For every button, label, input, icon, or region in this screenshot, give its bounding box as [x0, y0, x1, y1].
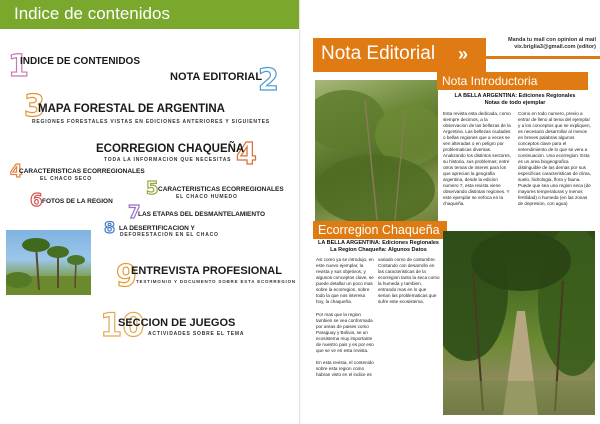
chaco-column-1a: Asi como ya se introdujo, en este nuevo ejemplar, la revista y sus objetivos, y algunos conceptos clave, se puede detallar un poco mas sobre la ecorregion, sobre todo la que nos interesa hoy, la chaqueña. — [316, 257, 374, 304]
toc-subtitle-8: DEFORESTACION EN EL CHACO — [120, 232, 219, 238]
chaco-headline-1: LA BELLA ARGENTINA: Ediciones Regionales — [317, 240, 439, 246]
forest-photo-1 — [315, 80, 438, 227]
toc-title-9[interactable]: ENTREVISTA PROFESIONAL — [131, 265, 282, 277]
toc-subtitle-4: TODA LA INFORMACION QUE NECESITAS — [104, 157, 232, 163]
chaco-column-2: variado como de costumbre. Contando con desarrollo en las caracteristicas de la ecorregion tanto la seca como la humeda y tambien, entrando mas en lo que serian las problematicas que sufre este ecosistema. — [378, 257, 440, 304]
editorial-title: Nota Editorial — [321, 43, 436, 64]
toc-title-1[interactable]: INDICE DE CONTENIDOS — [20, 56, 141, 67]
chaco-section-title: Ecorregion Chaqueña — [313, 221, 447, 239]
editorial-underline — [485, 56, 600, 59]
intro-column-2: Como en todo numero, previo a entrar de lleno al tema del ejemplar y a los conceptos que se expliquen, es necesario desarrollar al menos en breves palabras algunos conceptos clave para el entendimiento de lo que se vera a continuacion. Una ecorregion. Esta es un area biogeografica distinguible de las demas por sus especificas caracteristicas de clima, suelo, hidrologia, flora y fauna. Puede que sea una region seca (de mayores temperaturas y menos fertilidad) o humeda (en las zonas de depresion, con agua) — [518, 111, 592, 206]
toc-subtitle-3: REGIONES FORESTALES VISTAS EN EDICIONES ANTERIORES Y SIGUIENTES — [32, 119, 270, 125]
forest-illustration-1 — [315, 80, 438, 227]
toc-number-4b: 4 — [10, 161, 23, 182]
toc-number-10: 10 — [100, 306, 145, 344]
forest-photo-2 — [443, 231, 595, 415]
chaco-headline-2: La Region Chaqueña: Algunos Datos — [330, 247, 427, 253]
toc-number-7: 7 — [128, 202, 141, 223]
toc-title-4[interactable]: ECORREGION CHAQUEÑA — [96, 143, 245, 155]
double-arrow-icon: » — [458, 44, 469, 64]
mail-line-1: Manda tu mail con opinion al mail — [507, 37, 596, 43]
toc-subtitle-4b: EL CHACO SECO — [40, 176, 92, 182]
forest-path-illustration — [443, 231, 595, 415]
mail-note — [488, 37, 596, 51]
editorial-banner — [313, 38, 486, 72]
toc-number-3: 3 — [24, 89, 45, 124]
toc-title-4b[interactable]: CARACTERISTICAS ECORREGIONALES — [19, 168, 145, 175]
toc-title-8[interactable]: LA DESERTIFICACION Y — [119, 225, 195, 232]
toc-title-7[interactable]: LAS ETAPAS DEL DESMANTELAMIENTO — [138, 211, 265, 218]
toc-number-8: 8 — [104, 218, 116, 237]
intro-headline-2: Notas de todo ejemplar — [484, 100, 546, 106]
intro-column-1: Esta revista esta dedicada, como siempre decimos, a la observacion de las bellezas de la Argentina. Las bellezas ciudades o bellas regiones que a veces se ven alteradas o en peligro por problematicas diversas. Analizando los distintos sectores, su historia, sus problemas; entre otros temas de interes para los que aprecian la geografia argentina, desde la edicion numero 7, esta revista viene observando distintas regiones. Y este ejemplar se enfoca en la chaqueña. — [443, 111, 511, 206]
palm-trees-illustration — [6, 230, 91, 295]
left-header-title: Indice de contenidos — [14, 4, 170, 23]
toc-title-10[interactable]: SECCION DE JUEGOS — [118, 317, 236, 329]
toc-number-2: 2 — [258, 63, 279, 98]
page-spine — [299, 0, 301, 424]
toc-number-1: 1 — [8, 49, 29, 84]
toc-number-9: 9 — [116, 259, 137, 294]
toc-number-6: 6 — [30, 190, 43, 211]
toc-title-2[interactable]: NOTA EDITORIAL — [170, 71, 263, 83]
left-header-bar — [0, 0, 300, 29]
toc-subtitle-5: EL CHACO HUMEDO — [176, 194, 238, 200]
toc-number-4: 4 — [236, 137, 257, 172]
toc-title-6[interactable]: FOTOS DE LA REGION — [42, 198, 113, 205]
intro-headline-1: LA BELLA ARGENTINA: Ediciones Regionales — [454, 93, 576, 99]
toc-subtitle-9: TESTIMONIO Y DOCUMENTO SOBRE ESTA ECORREGION — [136, 279, 296, 284]
toc-number-5: 5 — [146, 178, 159, 199]
toc-title-5[interactable]: CARACTERISTICAS ECORREGIONALES — [158, 186, 284, 193]
toc-subtitle-10: ACTIVIDADES SOBRE EL TEMA — [148, 331, 245, 337]
mail-address[interactable]: vix.briglia3@gmail.com (editor) — [514, 44, 596, 50]
chaco-column-1c: En esta revista, el contenido sobre esta region como habran visto en el indice es — [316, 360, 374, 377]
toc-title-3[interactable]: MAPA FORESTAL DE ARGENTINA — [38, 103, 225, 115]
intro-section-title: Nota Introductoria — [437, 72, 588, 90]
chaco-column-1b: Por mas que la region tambien se vea conformada por areas de paises como Paraguay y Bolivia, se un ecosistema muy importante de nuestro pais y es por eso que se ve en esta revista. — [316, 312, 374, 353]
palm-photo — [6, 230, 91, 295]
